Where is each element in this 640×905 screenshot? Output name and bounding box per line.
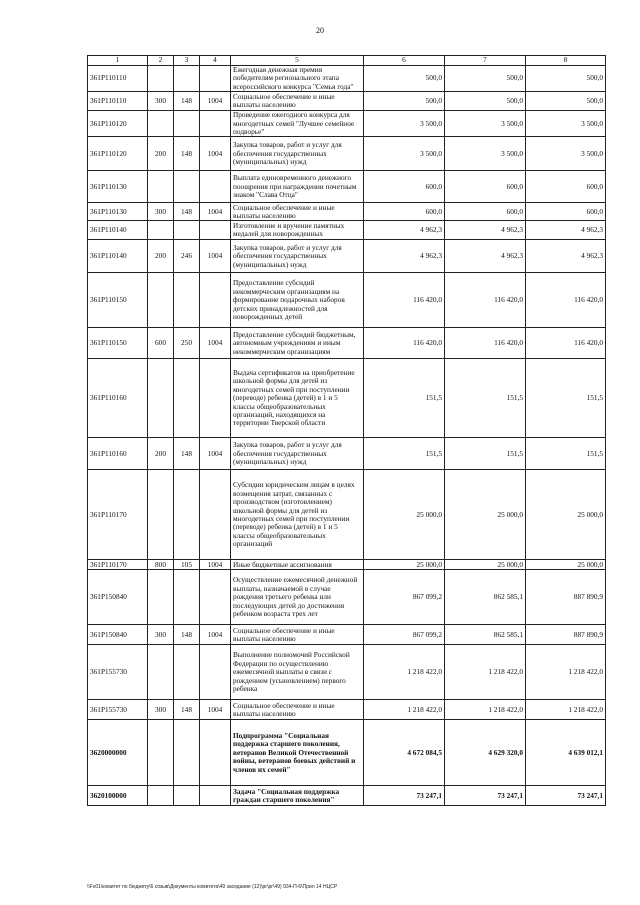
amount-year1-cell: 4 962,3 — [364, 240, 445, 273]
amount-year2-cell: 25 000,0 — [445, 560, 526, 570]
admin-code-cell — [174, 720, 200, 786]
amount-year3-cell: 600,0 — [526, 203, 606, 221]
admin-code-cell — [174, 273, 200, 328]
budget-code-cell: 361P110160 — [88, 359, 148, 438]
expense-type-cell: 200 — [148, 240, 174, 273]
section-code-cell — [200, 66, 231, 92]
table-row — [88, 470, 606, 560]
amount-year1-cell: 867 099,2 — [364, 570, 445, 625]
amount-year2-cell: 3 500,0 — [445, 111, 526, 137]
table-row — [88, 66, 606, 92]
table-row — [88, 328, 606, 359]
section-code-cell — [200, 111, 231, 137]
admin-code-cell: 148 — [174, 625, 200, 645]
amount-year2-cell: 500,0 — [445, 92, 526, 111]
amount-year3-cell: 1 218 422,0 — [526, 645, 606, 700]
admin-code-cell: 148 — [174, 92, 200, 111]
column-header: 3 — [174, 56, 200, 66]
expense-type-cell — [148, 111, 174, 137]
budget-code-cell: 361P150840 — [88, 625, 148, 645]
table-row — [88, 92, 606, 111]
amount-year3-cell: 25 000,0 — [526, 470, 606, 560]
amount-year1-cell: 500,0 — [364, 66, 445, 92]
expense-type-cell: 300 — [148, 625, 174, 645]
table-row — [88, 560, 606, 570]
amount-year1-cell: 25 000,0 — [364, 560, 445, 570]
description-cell: Изготовление и вручение памятных медалей для новорожденных — [231, 221, 364, 240]
description-cell: Иные бюджетные ассигнования — [231, 560, 364, 570]
amount-year2-cell: 4 962,3 — [445, 221, 526, 240]
expense-type-cell — [148, 786, 174, 806]
admin-code-cell: 105 — [174, 560, 200, 570]
amount-year2-cell: 4 962,3 — [445, 240, 526, 273]
amount-year1-cell: 500,0 — [364, 92, 445, 111]
description-cell: Проведение ежегодного конкурса для многодетных семей "Лучшее семейное подворье" — [231, 111, 364, 137]
table-row — [88, 720, 606, 786]
amount-year2-cell: 600,0 — [445, 171, 526, 203]
admin-code-cell: 148 — [174, 203, 200, 221]
admin-code-cell — [174, 66, 200, 92]
amount-year1-cell: 151,5 — [364, 438, 445, 470]
section-code-cell: 1004 — [200, 137, 231, 171]
file-path-footer: \\Fs01\комитет по бюджету\6 созыв\Документы комитета\49 заседание (12)\рг\рг\49) 934-П-6\Прил 14 НЦСР — [87, 884, 338, 890]
description-cell: Социальное обеспечение и иные выплаты населению — [231, 625, 364, 645]
admin-code-cell: 148 — [174, 438, 200, 470]
table-row — [88, 111, 606, 137]
section-code-cell: 1004 — [200, 560, 231, 570]
amount-year1-cell: 1 218 422,0 — [364, 645, 445, 700]
budget-code-cell: 361P110130 — [88, 171, 148, 203]
amount-year3-cell: 3 500,0 — [526, 111, 606, 137]
description-cell: Субсидии юридическим лицам в целях возмещения затрат, связанных с производством (изготовлением) школьной формы для детей из многодетных семей при поступлении (переводе) ребенка (детей) в 1 и 5 классы общеобразовательных организаций — [231, 470, 364, 560]
amount-year2-cell: 1 218 422,0 — [445, 700, 526, 720]
amount-year3-cell: 116 420,0 — [526, 328, 606, 359]
budget-code-cell: 361P110140 — [88, 240, 148, 273]
expense-type-cell — [148, 470, 174, 560]
admin-code-cell: 148 — [174, 700, 200, 720]
table-row — [88, 221, 606, 240]
section-code-cell — [200, 720, 231, 786]
section-code-cell — [200, 273, 231, 328]
section-code-cell — [200, 221, 231, 240]
column-header: 6 — [364, 56, 445, 66]
table-row — [88, 570, 606, 625]
admin-code-cell — [174, 221, 200, 240]
amount-year3-cell: 3 500,0 — [526, 137, 606, 171]
amount-year1-cell: 3 500,0 — [364, 111, 445, 137]
section-code-cell: 1004 — [200, 625, 231, 645]
expense-type-cell — [148, 570, 174, 625]
expense-type-cell: 300 — [148, 700, 174, 720]
amount-year1-cell: 1 218 422,0 — [364, 700, 445, 720]
table-row — [88, 786, 606, 806]
admin-code-cell — [174, 786, 200, 806]
admin-code-cell — [174, 171, 200, 203]
amount-year3-cell: 4 962,3 — [526, 221, 606, 240]
table-row — [88, 171, 606, 203]
amount-year2-cell: 73 247,1 — [445, 786, 526, 806]
expense-type-cell — [148, 66, 174, 92]
expense-type-cell — [148, 273, 174, 328]
description-cell: Выплата единовременного денежного поощрения при награждении почетным знаком "Слава Отца" — [231, 171, 364, 203]
amount-year2-cell: 151,5 — [445, 359, 526, 438]
amount-year2-cell: 1 218 422,0 — [445, 645, 526, 700]
amount-year2-cell: 862 585,1 — [445, 570, 526, 625]
expense-type-cell — [148, 171, 174, 203]
amount-year2-cell: 3 500,0 — [445, 137, 526, 171]
amount-year2-cell: 116 420,0 — [445, 273, 526, 328]
table-row — [88, 137, 606, 171]
admin-code-cell — [174, 570, 200, 625]
section-code-cell — [200, 786, 231, 806]
section-code-cell — [200, 171, 231, 203]
amount-year2-cell: 151,5 — [445, 438, 526, 470]
budget-code-cell: 3620100000 — [88, 786, 148, 806]
amount-year2-cell: 600,0 — [445, 203, 526, 221]
description-cell: Закупка товаров, работ и услуг для обеспечения государственных (муниципальных) нужд — [231, 137, 364, 171]
admin-code-cell — [174, 645, 200, 700]
amount-year3-cell: 4 962,3 — [526, 240, 606, 273]
table-row — [88, 625, 606, 645]
expense-type-cell — [148, 720, 174, 786]
description-cell: Задача "Социальная поддержка граждан старшего поколения" — [231, 786, 364, 806]
amount-year3-cell: 600,0 — [526, 171, 606, 203]
amount-year2-cell: 116 420,0 — [445, 328, 526, 359]
amount-year3-cell: 116 420,0 — [526, 273, 606, 328]
section-code-cell: 1004 — [200, 328, 231, 359]
budget-code-cell: 361P110110 — [88, 66, 148, 92]
description-cell: Выполнение полномочий Российской Федерации по осуществлению ежемесячной выплаты в связи с рождением (усыновлением) первого ребенка — [231, 645, 364, 700]
section-code-cell — [200, 645, 231, 700]
section-code-cell — [200, 470, 231, 560]
expense-type-cell: 200 — [148, 137, 174, 171]
amount-year2-cell: 25 000,0 — [445, 470, 526, 560]
amount-year1-cell: 600,0 — [364, 203, 445, 221]
budget-code-cell: 361P110140 — [88, 221, 148, 240]
section-code-cell — [200, 359, 231, 438]
column-header: 5 — [231, 56, 364, 66]
amount-year1-cell: 3 500,0 — [364, 137, 445, 171]
amount-year1-cell: 4 672 084,5 — [364, 720, 445, 786]
section-code-cell: 1004 — [200, 438, 231, 470]
table-row — [88, 645, 606, 700]
column-header: 8 — [526, 56, 606, 66]
description-cell: Закупка товаров, работ и услуг для обеспечения государственных (муниципальных) нужд — [231, 240, 364, 273]
table-row — [88, 273, 606, 328]
description-cell: Социальное обеспечение и иные выплаты населению — [231, 203, 364, 221]
expense-type-cell: 200 — [148, 438, 174, 470]
amount-year3-cell: 73 247,1 — [526, 786, 606, 806]
section-code-cell: 1004 — [200, 240, 231, 273]
column-header: 4 — [200, 56, 231, 66]
description-cell: Социальное обеспечение и иные выплаты населению — [231, 92, 364, 111]
amount-year3-cell: 151,5 — [526, 359, 606, 438]
description-cell: Закупка товаров, работ и услуг для обеспечения государственных (муниципальных) нужд — [231, 438, 364, 470]
admin-code-cell — [174, 111, 200, 137]
section-code-cell: 1004 — [200, 92, 231, 111]
amount-year3-cell: 4 639 012,1 — [526, 720, 606, 786]
amount-year1-cell: 25 000,0 — [364, 470, 445, 560]
budget-code-cell: 361P155730 — [88, 645, 148, 700]
amount-year1-cell: 867 099,2 — [364, 625, 445, 645]
description-cell: Предоставление субсидий бюджетным, автономным учреждениям и иным некоммерческим организациям — [231, 328, 364, 359]
column-header: 7 — [445, 56, 526, 66]
description-cell: Социальное обеспечение и иные выплаты населению — [231, 700, 364, 720]
description-cell: Подпрограмма "Социальная поддержка старшего поколения, ветеранов Великой Отечественной войны, ветеранов боевых действий и членов их семей" — [231, 720, 364, 786]
budget-code-cell: 361P110120 — [88, 111, 148, 137]
amount-year3-cell: 500,0 — [526, 66, 606, 92]
budget-code-cell: 3620000000 — [88, 720, 148, 786]
expense-type-cell: 300 — [148, 203, 174, 221]
amount-year3-cell: 1 218 422,0 — [526, 700, 606, 720]
expense-type-cell: 600 — [148, 328, 174, 359]
column-header: 2 — [148, 56, 174, 66]
table-row — [88, 240, 606, 273]
admin-code-cell — [174, 470, 200, 560]
table-row — [88, 438, 606, 470]
description-cell: Ежегодная денежная премия победителям регионального этапа всероссийского конкурса "Семья года" — [231, 66, 364, 92]
amount-year1-cell: 116 420,0 — [364, 328, 445, 359]
budget-code-cell: 361P110170 — [88, 560, 148, 570]
admin-code-cell: 246 — [174, 240, 200, 273]
amount-year1-cell: 116 420,0 — [364, 273, 445, 328]
amount-year1-cell: 4 962,3 — [364, 221, 445, 240]
budget-code-cell: 361P110110 — [88, 92, 148, 111]
amount-year2-cell: 862 585,1 — [445, 625, 526, 645]
budget-code-cell: 361P110150 — [88, 328, 148, 359]
table-header-row — [88, 56, 606, 66]
expense-type-cell — [148, 645, 174, 700]
amount-year3-cell: 25 000,0 — [526, 560, 606, 570]
expense-type-cell: 300 — [148, 92, 174, 111]
table-row — [88, 359, 606, 438]
amount-year3-cell: 500,0 — [526, 92, 606, 111]
admin-code-cell — [174, 359, 200, 438]
description-cell: Предоставление субсидий некоммерческим организациям на формирование подарочных наборов детских принадлежностей для новорожденных детей — [231, 273, 364, 328]
table-row — [88, 700, 606, 720]
amount-year3-cell: 887 890,9 — [526, 570, 606, 625]
admin-code-cell: 250 — [174, 328, 200, 359]
expense-type-cell — [148, 221, 174, 240]
budget-code-cell: 361P110130 — [88, 203, 148, 221]
description-cell: Осуществление ежемесячной денежной выплаты, назначаемой в случае рождения третьего ребенка или последующих детей до достижения ребенком возраста трех лет — [231, 570, 364, 625]
amount-year1-cell: 151,5 — [364, 359, 445, 438]
amount-year3-cell: 887 890,9 — [526, 625, 606, 645]
section-code-cell: 1004 — [200, 203, 231, 221]
column-header: 1 — [88, 56, 148, 66]
budget-code-cell: 361P110150 — [88, 273, 148, 328]
budget-code-cell: 361P110160 — [88, 438, 148, 470]
admin-code-cell: 148 — [174, 137, 200, 171]
budget-code-cell: 361P155730 — [88, 700, 148, 720]
amount-year1-cell: 600,0 — [364, 171, 445, 203]
amount-year1-cell: 73 247,1 — [364, 786, 445, 806]
expense-type-cell — [148, 359, 174, 438]
budget-code-cell: 361P150840 — [88, 570, 148, 625]
budget-code-cell: 361P110170 — [88, 470, 148, 560]
amount-year2-cell: 4 629 320,0 — [445, 720, 526, 786]
description-cell: Выдача сертификатов на приобретение школьной формы для детей из многодетных семей при поступлении (переводе) ребенка (детей) в 1 и 5 классы общеобразовательных организаций, находящихся на территории Тверской области — [231, 359, 364, 438]
section-code-cell: 1004 — [200, 700, 231, 720]
budget-table — [87, 55, 606, 806]
table-row — [88, 203, 606, 221]
amount-year3-cell: 151,5 — [526, 438, 606, 470]
amount-year2-cell: 500,0 — [445, 66, 526, 92]
page-number: 20 — [316, 26, 324, 35]
expense-type-cell: 800 — [148, 560, 174, 570]
budget-code-cell: 361P110120 — [88, 137, 148, 171]
section-code-cell — [200, 570, 231, 625]
